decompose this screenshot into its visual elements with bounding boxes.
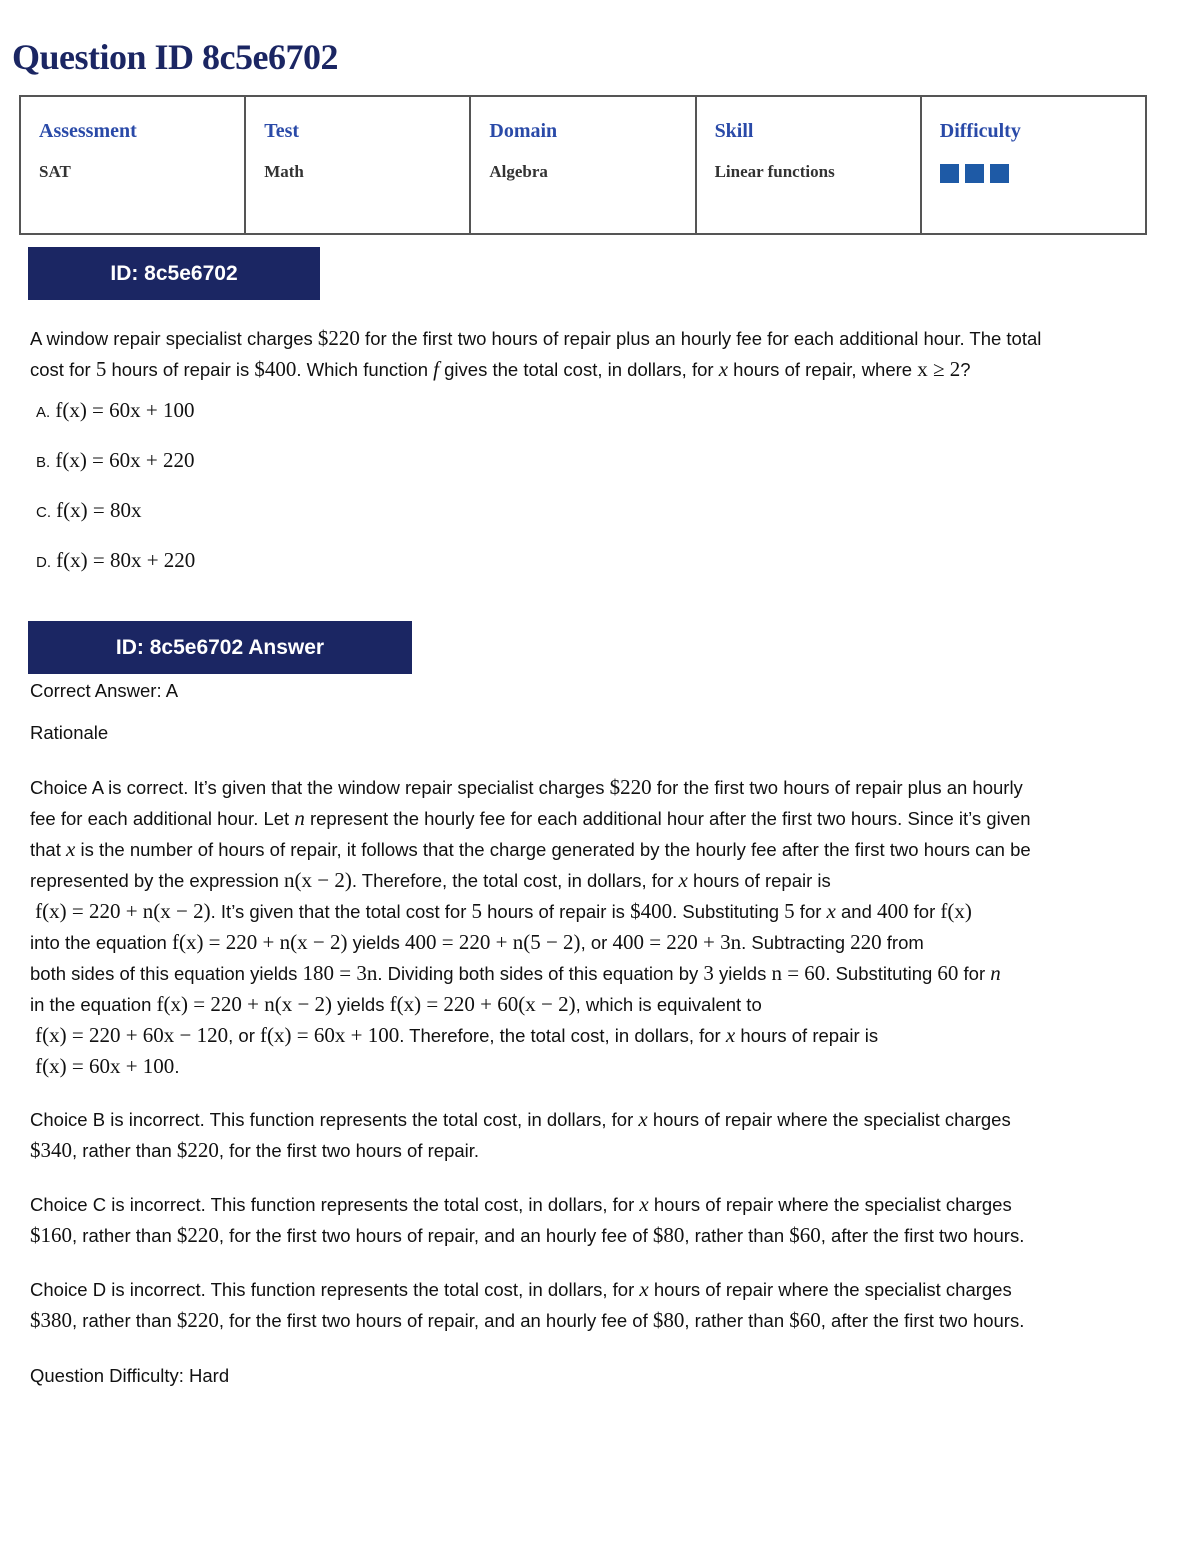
- question-metadata-table: [19, 95, 1147, 235]
- answer-choice-d: D. f(x) = 80x + 220: [36, 548, 196, 572]
- meta-value-domain: Algebra: [489, 162, 548, 181]
- difficulty-bar-icon: [965, 164, 984, 183]
- meta-value-test: Math: [264, 162, 304, 181]
- meta-header-domain: Domain: [489, 120, 558, 142]
- choice-b-explanation: Choice B is incorrect. This function represents the total cost, in dollars, for x hours of repair where the specialist charges $340, rather than $220, for the first two hours of repair.: [30, 1107, 1011, 1162]
- choice-d-explanation: Choice D is incorrect. This function represents the total cost, in dollars, for x hours of repair where the specialist charges $380, rather than $220, for the first two hours of repair, and an hourly fee of $80, rather than $60, after the first two hours.: [30, 1277, 1025, 1332]
- rationale-text: Choice A is correct. It’s given that the window repair specialist charges $220 for the first two hours of repair plus an hourly fee for each additional hour. Let n represent the hourly fee for each additional hour after the first two hours. Since it’s given that x is the number of hours of repair, it follows that the charge generated by the hourly fee after the first two hours can be represented by the expression n(x − 2). Therefore, the total cost, in dollars, for x hours of repair is f(x) = 220 + n(x − 2). It’s given that the total cost for 5 hours of repair is $400. Substituting 5 for x and 400 for f(x) into the equation f(x) = 220 + n(x − 2) yields 400 = 220 + n(5 − 2), or 400 = 220 + 3n. Subtracting 220 from both sides of this equation yields 180 = 3n. Dividing both sides of this equation by 3 yields n = 60. Substituting 60 for n in the equation f(x) = 220 + n(x − 2) yields f(x) = 220 + 60(x − 2), which is equivalent to f(x) = 220 + 60x − 120, or f(x) = 60x + 100. Therefore, the total cost, in dollars, for x hours of repair is f(x) = 60x + 100.: [30, 775, 1031, 1078]
- page-title: Question ID 8c5e6702: [12, 37, 338, 77]
- answer-id-bar: ID: 8c5e6702 Answer: [28, 621, 412, 674]
- meta-header-difficulty: Difficulty: [939, 120, 1021, 142]
- correct-answer: Correct Answer: A: [30, 680, 179, 701]
- difficulty-indicator: [940, 164, 1145, 183]
- meta-cell-skill: [696, 96, 921, 234]
- meta-value-skill: Linear functions: [714, 162, 835, 181]
- meta-cell-test: [245, 96, 470, 234]
- answer-choice-c: C. f(x) = 80x: [36, 498, 142, 522]
- meta-header-assessment: Assessment: [39, 120, 137, 142]
- meta-header-test: Test: [264, 120, 300, 142]
- meta-value-assessment: SAT: [39, 162, 71, 181]
- question-id-bar: ID: 8c5e6702: [28, 247, 320, 300]
- answer-choice-a: A. f(x) = 60x + 100: [36, 398, 195, 422]
- difficulty-bar-icon: [990, 164, 1009, 183]
- choice-c-explanation: Choice C is incorrect. This function represents the total cost, in dollars, for x hours of repair where the specialist charges $160, rather than $220, for the first two hours of repair, and an hourly fee of $80, rather than $60, after the first two hours.: [30, 1192, 1025, 1247]
- meta-cell-assessment: [20, 96, 245, 234]
- meta-cell-domain: [470, 96, 695, 234]
- answer-choice-b: B. f(x) = 60x + 220: [36, 448, 195, 472]
- question-text: A window repair specialist charges $220 for the first two hours of repair plus an hourly fee for each additional hour. The total cost for 5 hours of repair is $400. Which function f gives the total cost, in dollars, for x hours of repair, where x ≥ 2?: [30, 326, 1042, 381]
- meta-header-skill: Skill: [714, 120, 754, 142]
- rationale-label: Rationale: [30, 722, 109, 743]
- question-difficulty: Question Difficulty: Hard: [30, 1365, 230, 1386]
- difficulty-bar-icon: [940, 164, 959, 183]
- meta-cell-difficulty: [921, 96, 1146, 234]
